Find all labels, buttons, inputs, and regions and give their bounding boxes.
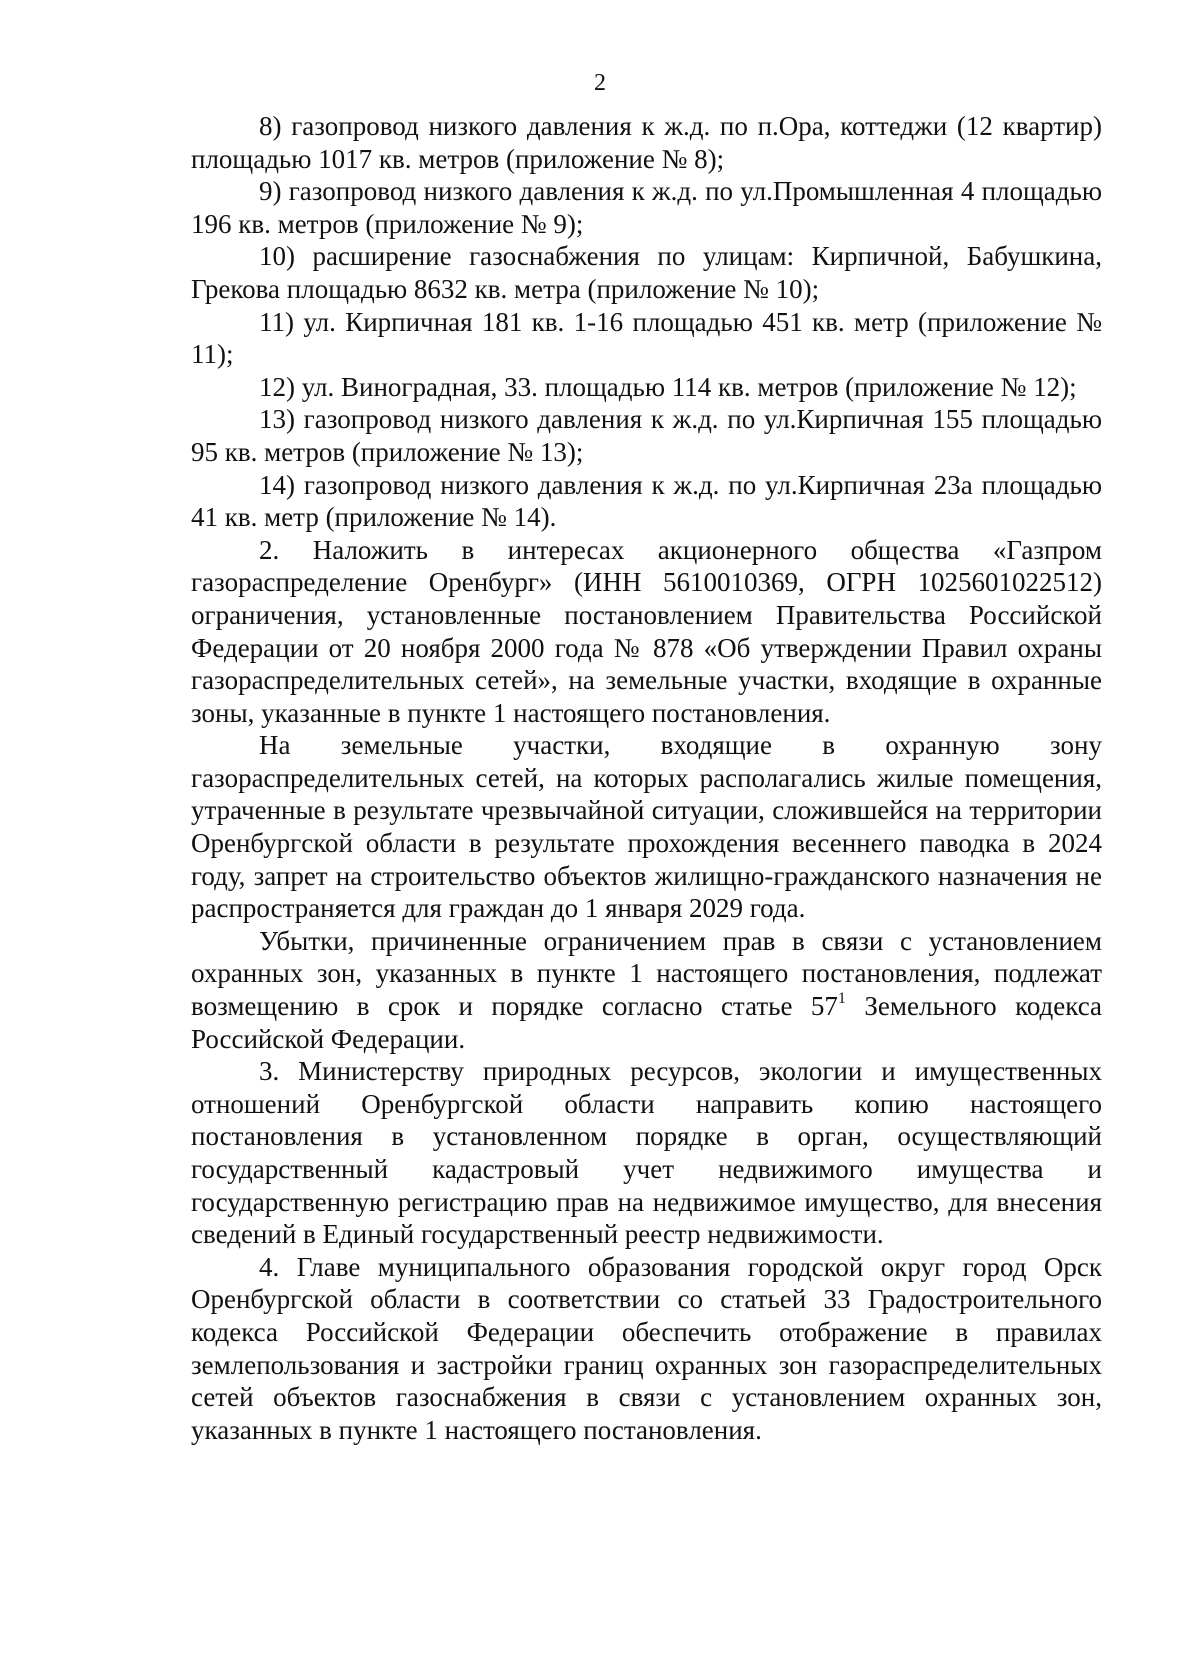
- document-body: [191, 110, 1102, 1446]
- list-item-8: 8) газопровод низкого давления к ж.д. по п.Ора, коттеджи (12 квартир) площадью 1017 кв. метров (приложение № 8);: [191, 111, 1102, 174]
- paragraph-item-2-losses: [191, 925, 1102, 1055]
- article-superscript: 1: [837, 990, 846, 1008]
- list-item-10: 10) расширение газоснабжения по улицам: Кирпичной, Бабушкина, Грекова площадью 8632 кв. метра (приложение № 10);: [191, 241, 1102, 304]
- losses-text-end: Земельного кодекса Российской Федерации.: [191, 991, 1102, 1054]
- list-item-14: 14) газопровод низкого давления к ж.д. по ул.Кирпичная 23а площадью 41 кв. метр (приложение № 14).: [191, 469, 1102, 533]
- page-number: 2: [594, 70, 606, 96]
- list-item-9: 9) газопровод низкого давления к ж.д. по ул.Промышленная 4 площадью 196 кв. метров (приложение № 9);: [191, 176, 1102, 239]
- paragraph-item-2-land-plots: На земельные участки, входящие в охранную зону газораспределительных сетей, на которых располагались жилые помещения, утраченные в результате чрезвычайной ситуации, сложившейся на территории Оренбургской области в результате прохождения весеннего паводка в 2024 году, запрет на строительство объектов жилищно-гражданского назначения не распространяется для граждан до 1 января 2029 года.: [191, 730, 1102, 924]
- paragraph-item-4: 4. Главе муниципального образования городской округ город Орск Оренбургской области в соответствии со статьей 33 Градостроительного кодекса Российской Федерации обеспечить отображение в правилах землепользования и застройки границ охранных зон газораспределительных сетей объектов газоснабжения в связи с установлением охранных зон, указанных в пункте 1 настоящего постановления.: [191, 1251, 1102, 1445]
- losses-text: Убытки, причиненные ограничением прав в связи с установлением охранных зон, указанных в пункте 1 настоящего постановления, подлежат возмещению в срок и порядке согласно статье 57: [191, 925, 1102, 1022]
- paragraph-item-3: 3. Министерству природных ресурсов, экологии и имущественных отношений Оренбургской области направить копию настоящего постановления в установленном порядке в орган, осуществляющий государственный кадастровый учет недвижимого имущества и государственную регистрацию прав на недвижимое имущество, для внесения сведений в Единый государственный реестр недвижимости.: [191, 1056, 1102, 1250]
- paragraph-item-2: 2. Наложить в интересах акционерного общества «Газпром газораспределение Оренбург» (ИНН 5610010369, ОГРН 1025601022512) ограничения, установленные постановлением Правительства Российской Федерации от 20 ноября 2000 года № 878 «Об утверждении Правил охраны газораспределительных сетей», на земельные участки, входящие в охранные зоны, указанные в пункте 1 настоящего постановления.: [191, 534, 1102, 728]
- list-item-13: 13) газопровод низкого давления к ж.д. по ул.Кирпичная 155 площадью 95 кв. метров (приложение № 13);: [191, 404, 1102, 467]
- list-item-12: 12) ул. Виноградная, 33. площадью 114 кв. метров (приложение № 12);: [259, 371, 1077, 402]
- list-item-11: 11) ул. Кирпичная 181 кв. 1-16 площадью 451 кв. метр (приложение № 11);: [191, 306, 1102, 370]
